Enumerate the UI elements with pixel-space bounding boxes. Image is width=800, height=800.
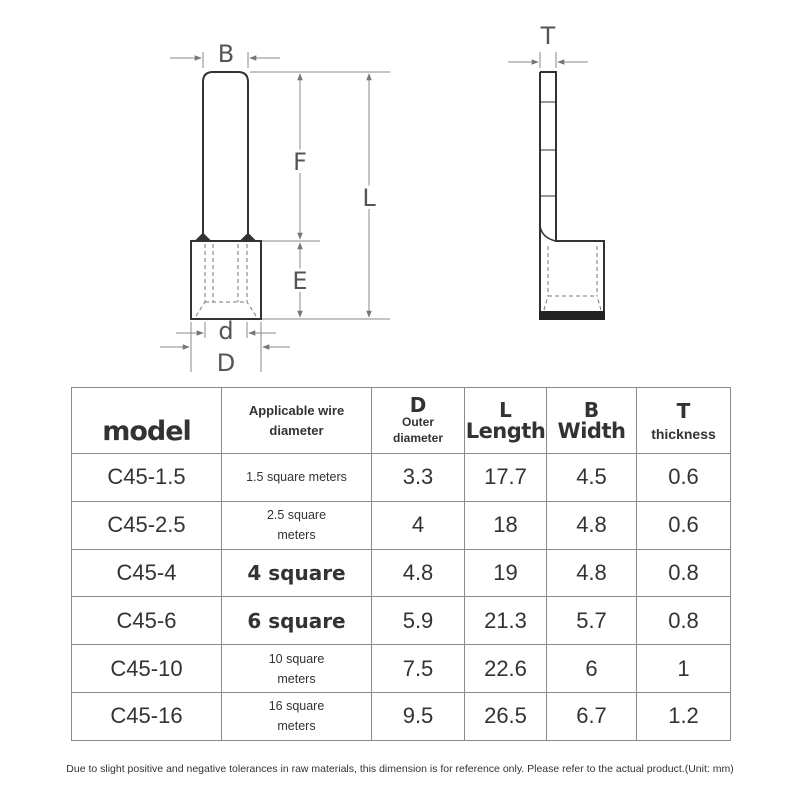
dim-label-b: B <box>217 40 235 68</box>
wire-diameter-cell <box>222 692 372 740</box>
outer-diameter-cell: 3.3 <box>372 454 465 502</box>
wire-diameter-value: 4 square <box>247 560 346 585</box>
width-cell: 5.7 <box>547 597 637 645</box>
table-body <box>72 454 731 741</box>
model-cell: C45-2.5 <box>72 501 222 549</box>
model-cell: C45-6 <box>72 597 222 645</box>
table-row <box>72 645 731 693</box>
thickness-cell: 0.6 <box>637 454 731 502</box>
blade-outline <box>203 72 248 241</box>
model-cell: C45-10 <box>72 645 222 693</box>
footnote: Due to slight positive and negative tolerances in raw materials, this dimension is for reference only. Please refer to the actual product.(Unit: mm) <box>66 763 734 775</box>
length-cell: 26.5 <box>465 692 547 740</box>
width-cell: 4.5 <box>547 454 637 502</box>
header-wire-label: Applicable wire diameter <box>248 402 345 438</box>
header-d-letter: D <box>409 393 427 417</box>
width-cell: 4.8 <box>547 501 637 549</box>
header-t-letter: T <box>676 398 691 423</box>
wire-diameter-cell <box>222 501 372 549</box>
table-row <box>72 597 731 645</box>
model-cell: C45-4 <box>72 549 222 597</box>
header-l <box>465 388 547 454</box>
width-cell: 6.7 <box>547 692 637 740</box>
dim-label-d-outer: D <box>216 349 236 377</box>
width-cell: 6 <box>547 645 637 693</box>
header-d-desc: Outer diameter <box>392 415 444 445</box>
wire-diameter-cell <box>222 454 372 502</box>
header-b-desc: Width <box>557 418 626 443</box>
header-t-desc: thickness <box>651 425 716 442</box>
header-model: model <box>72 388 222 454</box>
outer-diameter-cell: 9.5 <box>372 692 465 740</box>
model-cell: C45-1.5 <box>72 454 222 502</box>
width-cell: 4.8 <box>547 549 637 597</box>
wire-diameter-value: 2.5 square meters <box>266 508 327 543</box>
wire-diameter-cell <box>222 597 372 645</box>
wire-diameter-value: 16 square meters <box>268 699 325 734</box>
outer-diameter-cell: 5.9 <box>372 597 465 645</box>
terminal-technical-drawing <box>0 0 800 385</box>
header-b-letter: B <box>583 397 600 422</box>
wire-diameter-value: 1.5 square meters <box>246 470 347 485</box>
length-cell: 19 <box>465 549 547 597</box>
thickness-cell: 1.2 <box>637 692 731 740</box>
wire-diameter-value: 6 square <box>247 608 346 633</box>
header-wire-diameter <box>222 388 372 454</box>
front-view <box>191 72 261 319</box>
outer-diameter-cell: 4 <box>372 501 465 549</box>
length-cell: 17.7 <box>465 454 547 502</box>
table-row <box>72 549 731 597</box>
dim-label-l: L <box>362 184 376 212</box>
header-d <box>372 388 465 454</box>
thickness-cell: 0.6 <box>637 501 731 549</box>
wire-diameter-value: 10 square meters <box>268 651 325 686</box>
dim-label-e: E <box>292 267 308 295</box>
dim-label-t: T <box>540 22 556 50</box>
table-header-row <box>72 388 731 454</box>
wire-diameter-cell <box>222 549 372 597</box>
header-l-letter: L <box>499 397 512 422</box>
table-row <box>72 454 731 502</box>
header-t <box>637 388 731 454</box>
dim-label-d-inner: d <box>218 317 234 345</box>
wire-diameter-cell <box>222 645 372 693</box>
table-row <box>72 692 731 740</box>
header-l-desc: Length <box>465 418 546 443</box>
header-b <box>547 388 637 454</box>
side-view <box>540 72 604 319</box>
length-cell: 21.3 <box>465 597 547 645</box>
outer-diameter-cell: 4.8 <box>372 549 465 597</box>
dim-label-f: F <box>293 148 307 176</box>
outer-diameter-cell: 7.5 <box>372 645 465 693</box>
model-cell: C45-16 <box>72 692 222 740</box>
thickness-cell: 0.8 <box>637 597 731 645</box>
length-cell: 22.6 <box>465 645 547 693</box>
spec-table <box>71 387 731 741</box>
thickness-cell: 1 <box>637 645 731 693</box>
table-row <box>72 501 731 549</box>
length-cell: 18 <box>465 501 547 549</box>
thickness-cell: 0.8 <box>637 549 731 597</box>
